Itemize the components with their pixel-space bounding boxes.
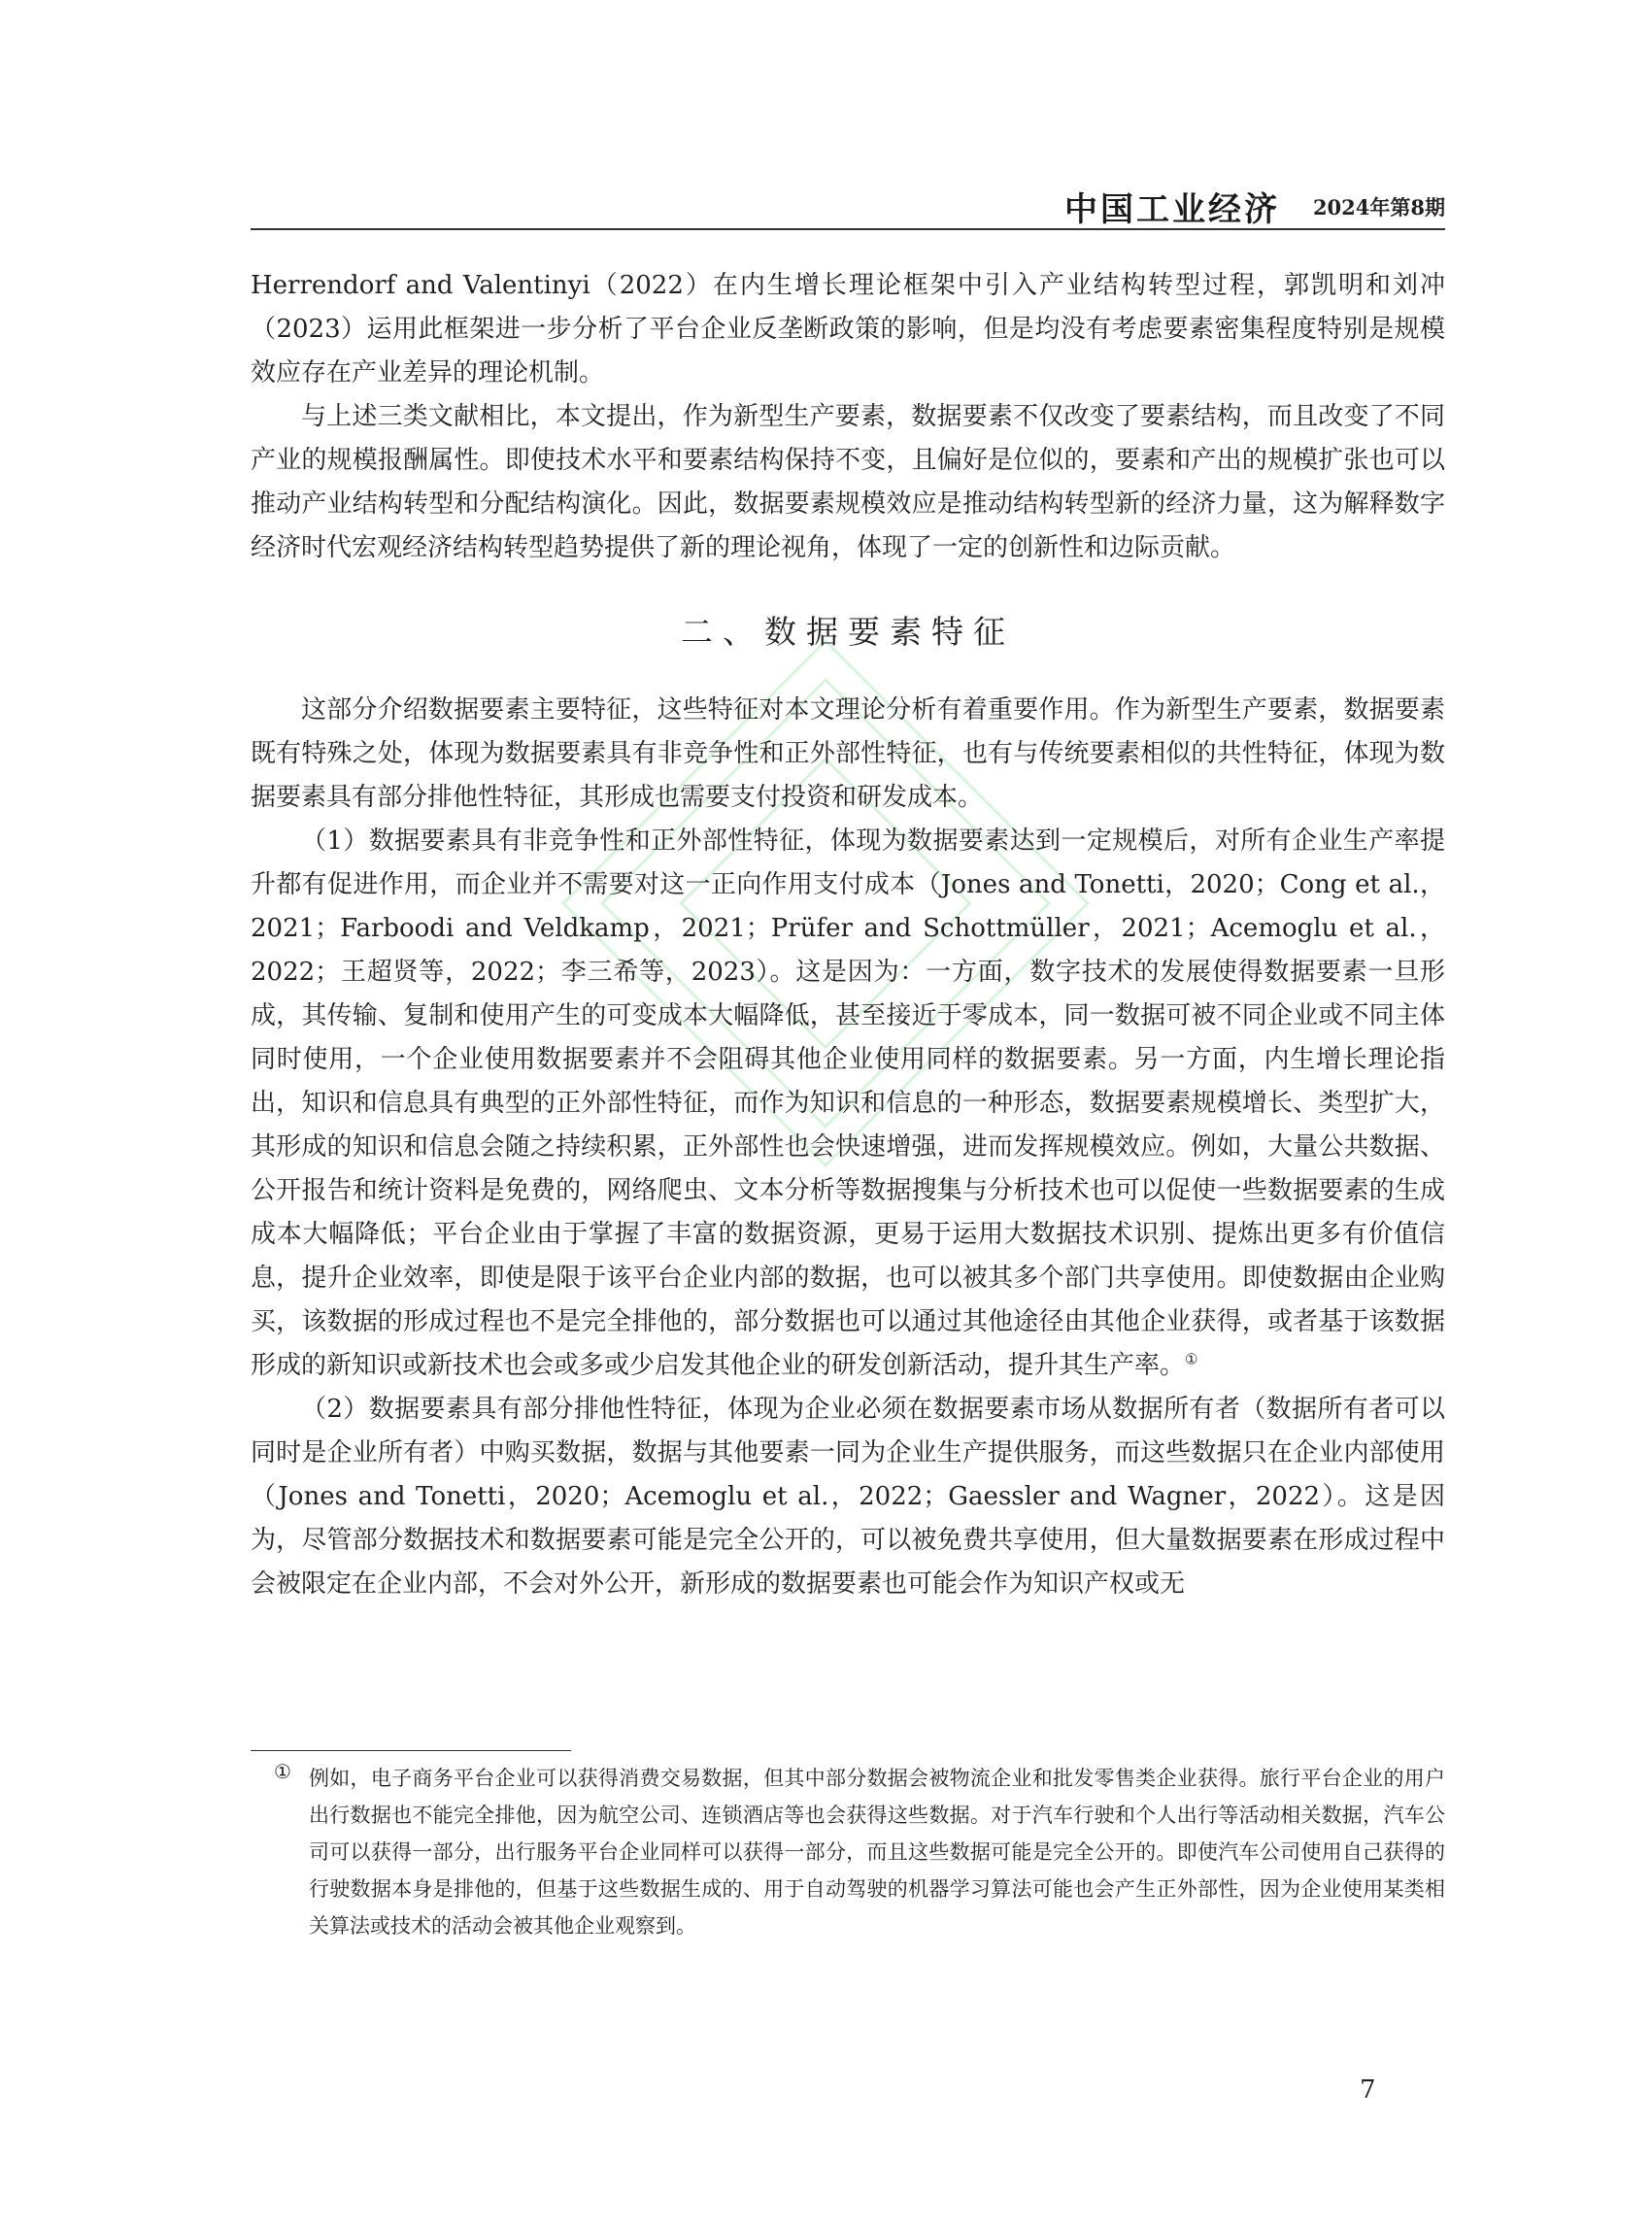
footnote: [274, 1760, 1445, 1944]
paragraph-4-text: （1）数据要素具有非竞争性和正外部性特征，体现为数据要素达到一定规模后，对所有企业生产率提升都有促进作用，而企业并不需要对这一正向作用支付成本（Jones and Tonetti，2020；Cong et al.，2021；Farboodi and Veldkamp，2021；Prüfer and Schottmüller，2021；Acemoglu et al.，2022；王超贤等，2022；李三希等，2023）。这是因为：一方面，数字技术的发展使得数据要素一旦形成，其传输、复制和使用产生的可变成本大幅降低，甚至接近于零成本，同一数据可被不同企业或不同主体同时使用，一个企业使用数据要素并不会阻碍其他企业使用同样的数据要素。另一方面，内生增长理论指出，知识和信息具有典型的正外部性特征，而作为知识和信息的一种形态，数据要素规模增长、类型扩大，其形成的知识和信息会随之持续积累，正外部性也会快速增强，进而发挥规模效应。例如，大量公共数据、公开报告和统计资料是免费的，网络爬虫、文本分析等数据搜集与分析技术也可以促使一些数据要素的生成成本大幅降低；平台企业由于掌握了丰富的数据资源，更易于运用大数据技术识别、提炼出更多有价值信息，提升企业效率，即使是限于该平台企业内部的数据，也可以被其多个部门共享使用。即使数据由企业购买，该数据的形成过程也不是完全排他的，部分数据也可以通过其他途径由其他企业获得，或者基于该数据形成的新知识或新技术也会或多或少启发其他企业的研发创新活动，提升其生产率。: [251, 826, 1445, 1380]
section-title: 二、数据要素特征: [681, 613, 1015, 651]
journal-logo: 中国工业经济: [1064, 190, 1280, 229]
paragraph-4: [251, 820, 1445, 1388]
footnote-rule: [251, 1750, 571, 1751]
paragraph-2: 与上述三类文献相比，本文提出，作为新型生产要素，数据要素不仅改变了要素结构，而且改变了不同产业的规模报酬属性。即使技术水平和要素结构保持不变，且偏好是位似的，要素和产出的规模扩张也可以推动产业结构转型和分配结构演化。因此，数据要素规模效应是推动结构转型新的经济力量，这为解释数字经济时代宏观经济结构转型趋势提供了新的理论视角，体现了一定的创新性和边际贡献。: [251, 402, 1445, 562]
paragraph-5: （2）数据要素具有部分排他性特征，体现为企业必须在数据要素市场从数据所有者（数据所有者可以同时是企业所有者）中购买数据，数据与其他要素一同为企业生产提供服务，而这些数据只在企业内部使用（Jones and Tonetti，2020；Acemoglu et al.，2022；Gaessler and Wagner，2022）。这是因为，尽管部分数据技术和数据要素可能是完全公开的，可以被免费共享使用，但大量数据要素在形成过程中会被限定在企业内部，不会对外公开，新形成的数据要素也可能会作为知识产权或无: [251, 1395, 1445, 1599]
running-header: [251, 175, 1445, 227]
footnote-number: ①: [274, 1760, 291, 1783]
footnote-text: 例如，电子商务平台企业可以获得消费交易数据，但其中部分数据会被物流企业和批发零售类企业获得。旅行平台企业的用户出行数据也不能完全排他，因为航空公司、连锁酒店等也会获得这些数据。对于汽车行驶和个人出行等活动相关数据，汽车公司可以获得一部分，出行服务平台企业同样可以获得一部分，而且这些数据可能是完全公开的。即使汽车公司使用自己获得的行驶数据本身是排他的，但基于这些数据生成的、用于自动驾驶的机器学习算法可能也会产生正外部性，因为企业使用某类相关算法或技术的活动会被其他企业观察到。: [309, 1767, 1445, 1938]
paragraph-1: Herrendorf and Valentinyi（2022）在内生增长理论框架中引入产业结构转型过程，郭凯明和刘冲（2023）运用此框架进一步分析了平台企业反垄断政策的影响，但是均没有考虑要素密集程度特别是规模效应存在产业差异的理论机制。: [251, 271, 1445, 388]
issue-label: 2024年第8期: [1312, 195, 1445, 219]
header-rule: [251, 228, 1445, 230]
footnote-ref[interactable]: ①: [1185, 1350, 1198, 1368]
paragraph-3: 这部分介绍数据要素主要特征，这些特征对本文理论分析有着重要作用。作为新型生产要素，数据要素既有特殊之处，体现为数据要素具有非竞争性和正外部性特征，也有与传统要素相似的共性特征，体现为数据要素具有部分排他性特征，其形成也需要支付投资和研发成本。: [251, 695, 1445, 812]
page-number: 7: [1360, 2075, 1376, 2105]
article-body: [251, 264, 1445, 1606]
